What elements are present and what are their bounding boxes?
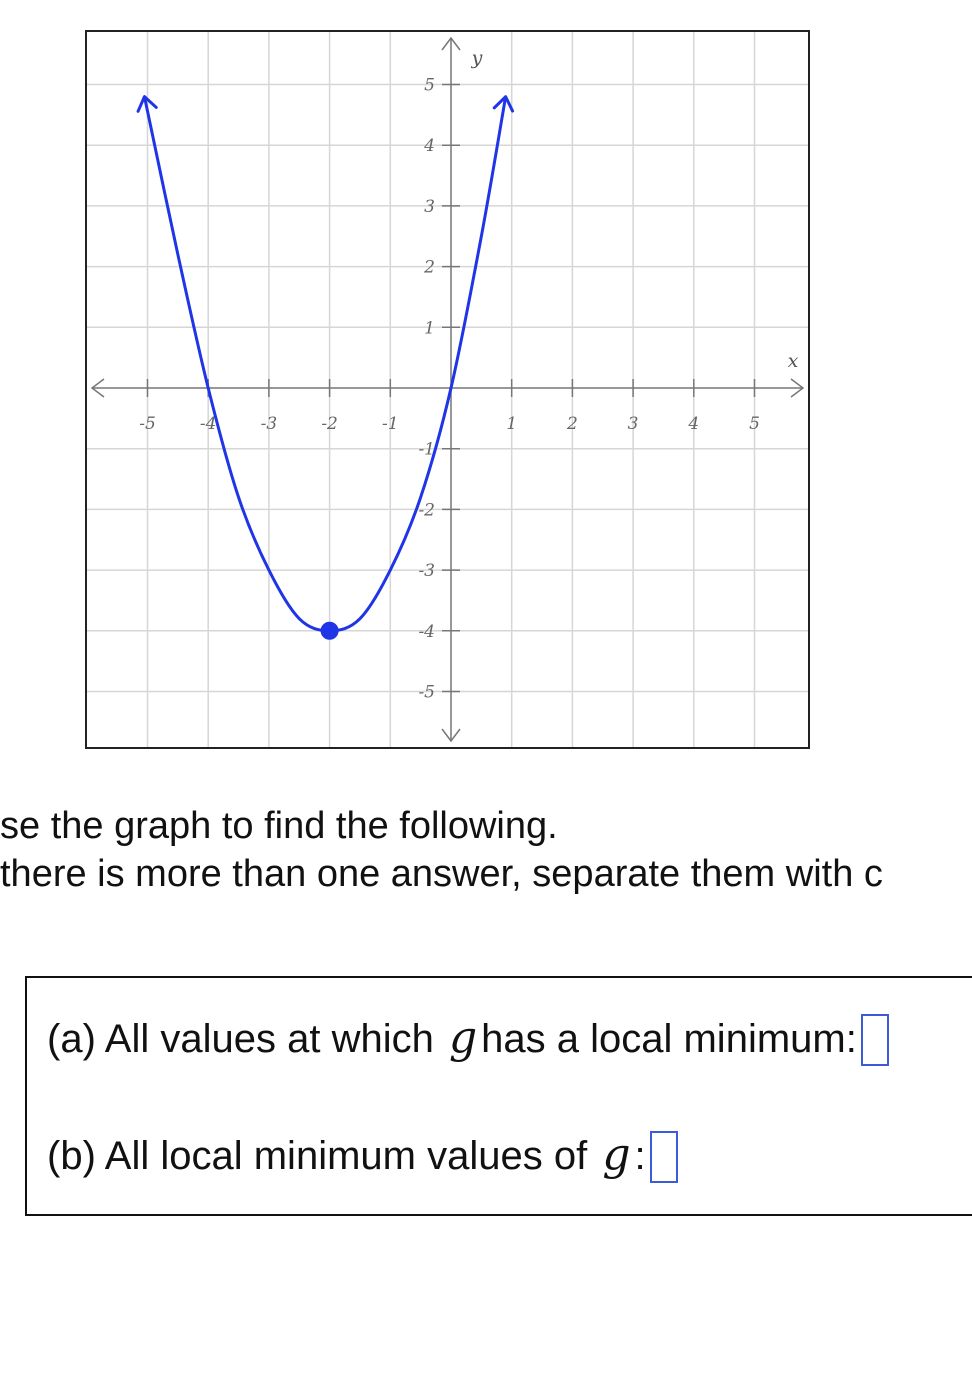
x-tick-label: 2	[566, 414, 578, 434]
x-axis-label: x	[787, 350, 799, 372]
x-tick-label: -3	[260, 414, 278, 434]
x-tick-label: 4	[688, 414, 700, 434]
question-a-suffix: has a local minimum:	[481, 1017, 857, 1061]
x-tick-label: -2	[321, 414, 338, 434]
x-tick-label: 5	[749, 414, 760, 434]
question-b	[47, 1131, 678, 1183]
question-b-prefix: (b) All local minimum values of	[47, 1134, 588, 1178]
question-a-prefix: (a) All values at which	[47, 1017, 434, 1061]
question-box	[25, 976, 972, 1216]
y-tick-label: -4	[418, 621, 435, 642]
x-tick-label: 1	[506, 414, 518, 434]
question-b-suffix: :	[634, 1134, 646, 1178]
y-tick-label: 1	[424, 318, 435, 339]
answer-a-input[interactable]	[861, 1014, 889, 1066]
x-tick-label: 3	[627, 414, 639, 434]
x-tick-label: -1	[382, 414, 399, 434]
y-tick-label: -1	[418, 439, 435, 460]
y-tick-label: 3	[424, 196, 435, 217]
instruction-line-1: se the graph to find the following.	[0, 805, 558, 847]
y-tick-label: 2	[424, 257, 435, 278]
answer-b-input[interactable]	[650, 1131, 678, 1183]
x-tick-label: -5	[139, 414, 156, 434]
y-tick-label: -3	[418, 561, 435, 582]
points	[321, 622, 338, 639]
graph-frame	[86, 31, 809, 748]
vertex-point	[321, 622, 338, 639]
y-tick-label: 5	[424, 75, 435, 96]
y-tick-label: 4	[424, 136, 435, 157]
y-tick-label: -5	[418, 682, 435, 703]
function-name: g	[602, 1129, 631, 1180]
instruction-line-2: there is more than one answer, separate them with c	[0, 853, 883, 895]
x-tick-label: -4	[199, 414, 217, 434]
y-tick-label: -2	[418, 500, 435, 521]
y-axis-label: y	[471, 47, 483, 69]
question-a	[47, 1014, 889, 1066]
function-name: g	[448, 1012, 478, 1063]
